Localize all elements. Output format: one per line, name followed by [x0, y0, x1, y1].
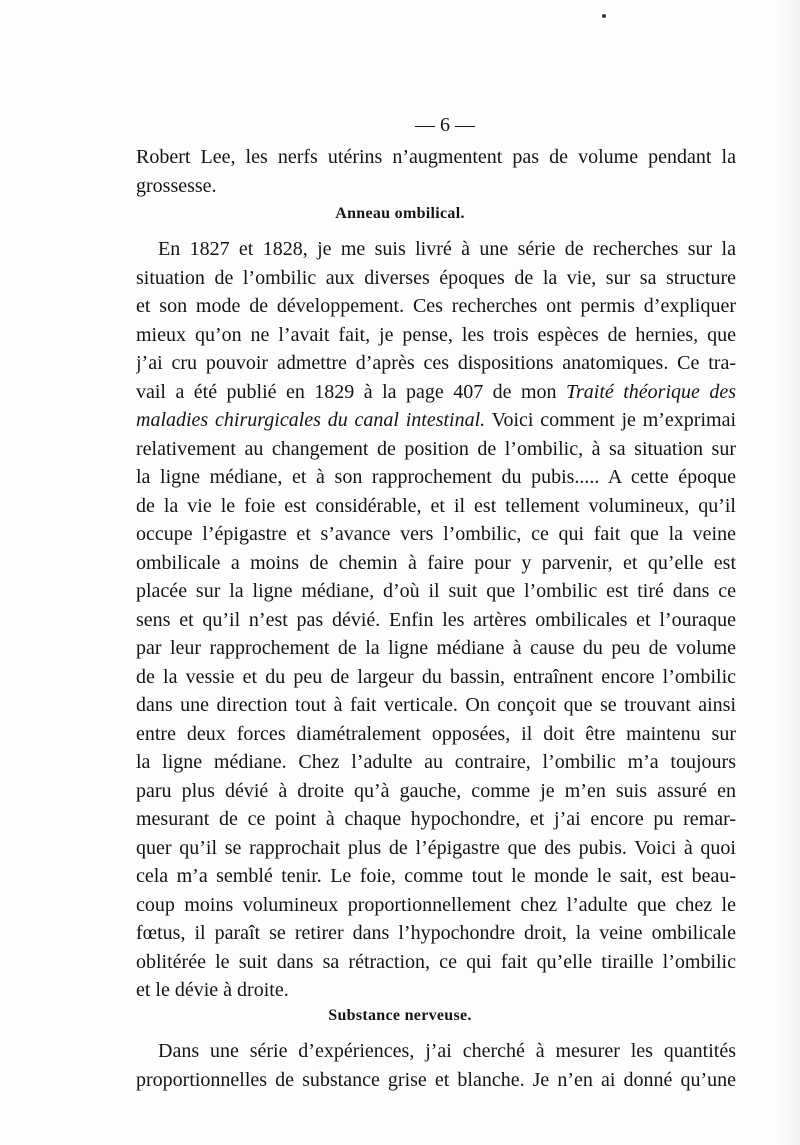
text-line: proportionnelles de substance grise et blanche. Je n’en ai donné qu’une [136, 1069, 736, 1091]
book-title-italic: maladies chirurgicales du canal intestinal. [136, 409, 486, 431]
text-line: occupe l’épigastre et s’avance vers l’ombilic, ce qui fait que la veine [136, 523, 736, 545]
text-line: entre deux forces diamétralement opposées, il doit être maintenu sur [136, 723, 736, 745]
text-line: paru plus dévié à droite qu’à gauche, comme je m’en suis assuré en [136, 780, 736, 802]
text-segment: vail a été publié en 1829 à la page 407 de mon [136, 381, 557, 403]
text-line: cela m’a semblé tenir. Le foie, comme tout le monde le sait, est beau- [136, 865, 736, 887]
text-line: la ligne médiane. Chez l’adulte au contraire, l’ombilic m’a toujours [136, 751, 736, 773]
text-line: sens et qu’il n’est pas dévié. Enfin les artères ombilicales et l’ouraque [136, 609, 736, 631]
text-line: j’ai cru pouvoir admettre d’après ces dispositions anatomiques. Ce tra- [136, 352, 736, 374]
text-line: et le dévie à droite. [136, 979, 289, 1001]
text-line: par leur rapprochement de la ligne médiane à cause du peu de volume [136, 637, 736, 659]
text-line: de la vessie et du peu de largeur du bassin, entraînent encore l’ombilic [136, 666, 736, 688]
text-line: dans une direction tout à fait verticale. On conçoit que se trouvant ainsi [136, 694, 736, 716]
text-line: oblitérée le suit dans sa rétraction, ce qui fait qu’elle tiraille l’ombilic [136, 951, 736, 973]
page-edge-shadow [774, 0, 800, 1145]
text-line: de la vie le foie est considérable, et il est tellement volumineux, qu’il [136, 495, 736, 517]
text-line [136, 407, 736, 433]
text-line: coup moins volumineux proportionnellement chez l’adulte que chez le [136, 894, 736, 916]
text-line: fœtus, il paraît se retirer dans l’hypochondre droit, la veine ombilicale [136, 922, 736, 944]
text-line: situation de l’ombilic aux diverses époques de la vie, sur sa structure [136, 267, 736, 289]
book-title-italic: Traité théorique des [565, 381, 736, 403]
text-line: mesurant de ce point à chaque hypochondre, et j’ai encore pu remar- [136, 808, 736, 830]
text-segment: Voici comment je m’exprimai [491, 409, 736, 431]
text-line [136, 379, 736, 405]
text-line: quer qu’il se rapprochait plus de l’épigastre que des pubis. Voici à quoi [136, 837, 736, 859]
text-line: ombilicale a moins de chemin à faire pour y parvenir, et qu’elle est [136, 552, 736, 574]
ink-speck [602, 14, 606, 18]
text-line: et son mode de développement. Ces recherches ont permis d’expliquer [136, 295, 736, 317]
text-line: placée sur la ligne médiane, d’où il suit que l’ombilic est tiré dans ce [136, 580, 736, 602]
text-line: Dans une série d’expériences, j’ai cherché à mesurer les quantités [158, 1040, 736, 1062]
text-line: relativement au changement de position de l’ombilic, à sa situation sur [136, 438, 736, 460]
section-heading-substance-nerveuse: Substance nerveuse. [328, 1007, 472, 1024]
text-line: Robert Lee, les nerfs utérins n’augmentent pas de volume pendant la [136, 146, 736, 168]
text-line: grossesse. [136, 175, 217, 197]
text-line: mieux qu’on ne l’avait fait, je pense, les trois espèces de hernies, que [136, 324, 736, 346]
text-line: En 1827 et 1828, je me suis livré à une série de recherches sur la [158, 238, 736, 260]
page-number: — 6 — [415, 114, 475, 136]
section-heading-anneau-ombilical: Anneau ombilical. [335, 205, 465, 222]
text-line: la ligne médiane, et à son rapprochement du pubis..... A cette époque [136, 466, 736, 488]
